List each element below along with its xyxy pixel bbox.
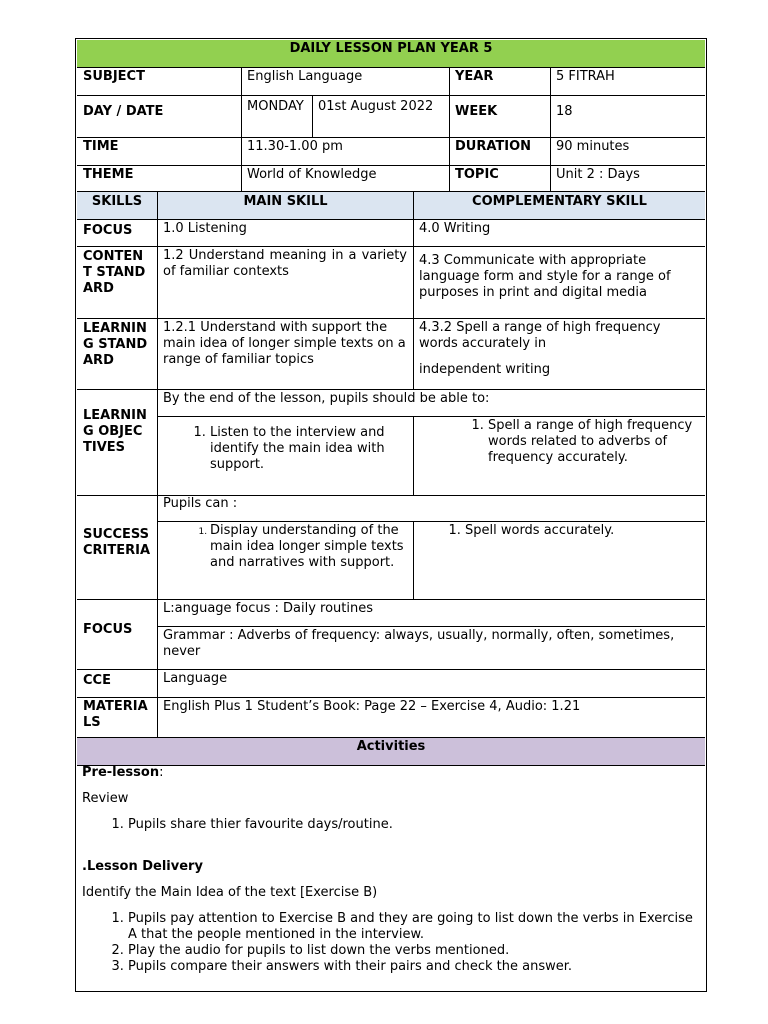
subject-value: English Language: [247, 69, 363, 84]
content-standard-main: 1.2 Understand meaning in a variety of familiar contexts: [163, 248, 407, 279]
week-value: 18: [556, 104, 573, 119]
success-comp-item: 1. Spell words accurately.: [465, 523, 699, 539]
objective-comp: [413, 416, 705, 468]
duration-label: DURATION: [455, 139, 532, 154]
success-intro: Pupils can :: [163, 496, 238, 511]
pre-lesson-label: Pre-lesson: [82, 765, 160, 780]
learning-standard-comp-line1: 4.3.2 Spell a range of high frequency words accurately in: [419, 320, 661, 351]
focus-main-value: 1.0 Listening: [163, 221, 247, 236]
learning-standard-main: 1.2.1 Understand with support the main idea of longer simple texts on a range of familiar topics: [163, 320, 406, 367]
title-bar: [77, 40, 705, 67]
year-value: 5 FITRAH: [556, 69, 615, 84]
theme-value: World of Knowledge: [247, 167, 377, 182]
cce-label: CCE: [83, 673, 111, 688]
focus-label: FOCUS: [83, 223, 133, 238]
lesson-delivery-label: .Lesson Delivery: [82, 859, 203, 874]
learning-standard-label: LEARNING STANDARD: [83, 321, 148, 368]
cce-value: Language: [163, 671, 228, 686]
skills-header: SKILLS: [77, 192, 157, 219]
time-value: 11.30-1.00 pm: [247, 139, 343, 154]
objective-main-item: 1. Listen to the interview and identify the main idea with support.: [210, 425, 407, 473]
main-skill-header: MAIN SKILL: [158, 192, 413, 219]
success-main: [157, 521, 413, 573]
time-label: TIME: [83, 139, 119, 154]
activities-body: [82, 765, 702, 975]
pre-lesson-item: 1. Pupils share thier favourite days/routine.: [128, 817, 702, 833]
pre-lesson-colon: :: [159, 765, 164, 780]
pre-lesson-list: [82, 817, 702, 833]
focus2-label: FOCUS: [83, 622, 133, 637]
activities-header: Activities: [77, 738, 705, 765]
review-label: Review: [82, 791, 129, 806]
complementary-skill-header: COMPLEMENTARY SKILL: [414, 192, 705, 219]
topic-value: Unit 2 : Days: [556, 167, 640, 182]
learning-standard-comp-line2: independent writing: [419, 362, 551, 377]
date-value: 01st August 2022: [318, 99, 434, 114]
week-label: WEEK: [455, 104, 498, 119]
objective-main: [157, 423, 413, 475]
lesson-intro: Identify the Main Idea of the text [Exercise B): [82, 885, 378, 900]
theme-label: THEME: [83, 167, 134, 182]
materials-value: English Plus 1 Student’s Book: Page 22 – Exercise 4, Audio: 1.21: [163, 699, 581, 714]
success-comp: [413, 521, 705, 541]
focus-comp-value: 4.0 Writing: [419, 221, 491, 236]
lesson-delivery-item: 2. Play the audio for pupils to list down the verbs mentioned.: [128, 943, 702, 959]
day-date-label: DAY / DATE: [83, 104, 164, 119]
lesson-delivery-item: 1. Pupils pay attention to Exercise B and they are going to list down the verbs in Exercise A that the people mentioned in the interview.: [128, 911, 702, 943]
objective-comp-item: 1. Spell a range of high frequency words related to adverbs of frequency accurately.: [488, 418, 699, 466]
topic-label: TOPIC: [455, 167, 499, 182]
lesson-plan-layout: [75, 38, 707, 992]
duration-value: 90 minutes: [556, 139, 630, 154]
materials-label: MATERIALS: [83, 699, 148, 730]
lesson-delivery-item: 3. Pupils compare their answers with their pairs and check the answer.: [128, 959, 702, 975]
document-title: DAILY LESSON PLAN YEAR 5: [289, 41, 493, 56]
success-criteria-label: SUCCESS CRITERIA: [83, 527, 151, 558]
year-label: YEAR: [455, 69, 494, 84]
objectives-intro: By the end of the lesson, pupils should be able to:: [163, 391, 490, 406]
learning-standard-comp: [413, 318, 705, 380]
lesson-delivery-list: [82, 911, 702, 975]
content-standard-comp: 4.3 Communicate with appropriate language form and style for a range of purposes in print and digital media: [419, 253, 671, 300]
language-focus: L:anguage focus : Daily routines: [163, 601, 373, 616]
learning-objectives-label: LEARNING OBJECTIVES: [83, 408, 147, 455]
grammar-focus: Grammar : Adverbs of frequency: always, usually, normally, often, sometimes, never: [163, 628, 675, 659]
success-main-item: 1. Display understanding of the main idea longer simple texts and narratives with support.: [210, 523, 407, 571]
day-value: MONDAY: [247, 99, 304, 114]
subject-label: SUBJECT: [83, 69, 145, 84]
content-standard-label: CONTENT STANDARD: [83, 249, 146, 296]
